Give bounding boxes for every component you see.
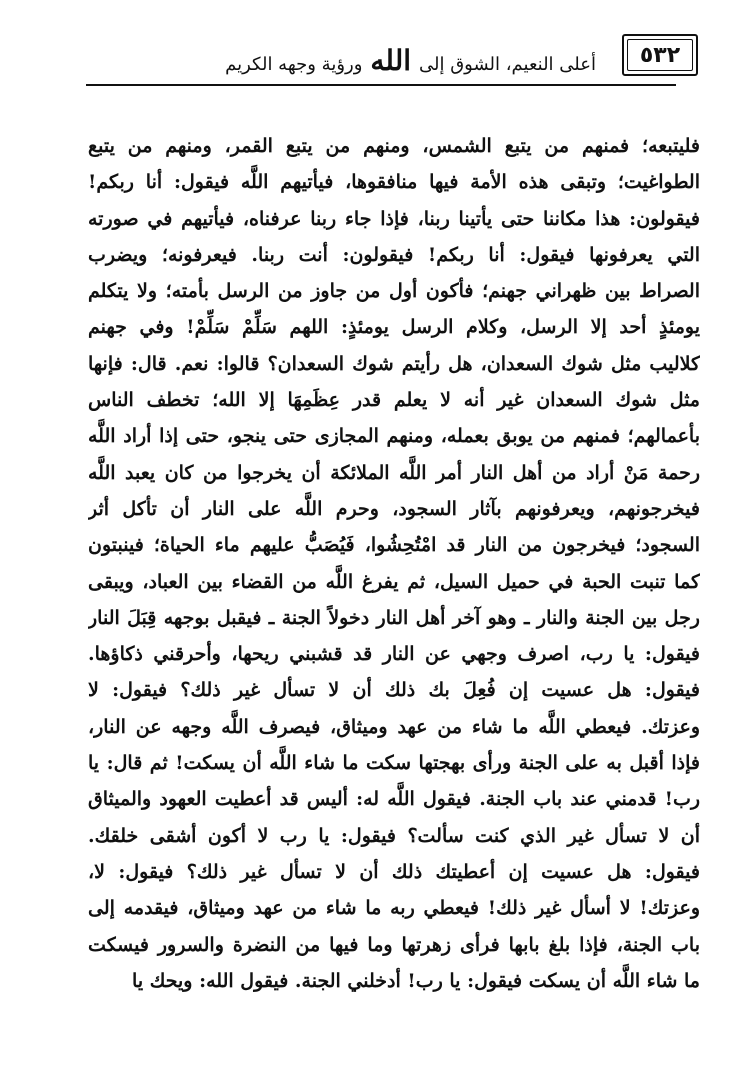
header-divider — [86, 84, 676, 86]
text-line: فإذا أقبل به على الجنة ورأى بهجتها سكت ما شاء اللَّه أن يسكت! ثم قال: يا — [88, 752, 700, 775]
text-line: الصراط بين ظهراني جهنم؛ فأكون أول من جاوز من الرسل بأمته؛ ولا يتكلم — [88, 280, 700, 303]
page-number-frame — [622, 34, 698, 76]
text-line: باب الجنة، فإذا بلغ بابها فرأى زهرتها وما فيها من النضرة والسرور فيسكت — [88, 933, 700, 956]
text-line: رب! قدمني عند باب الجنة. فيقول اللَّه له: أليس قد أعطيت العهود والميثاق — [88, 788, 700, 811]
text-line: مثل شوك السعدان غير أنه لا يعلم قدر عِظَمِهَا إلا الله؛ تخطف الناس — [88, 389, 700, 412]
page-number: ٥٣٢ — [639, 42, 681, 68]
text-line: فيخرجونهم، ويعرفونهم بآثار السجود، وحرم اللَّه على النار أن تأكل أثر — [88, 497, 700, 520]
page-header — [86, 30, 681, 86]
text-line: ما شاء اللَّه أن يسكت فيقول: يا رب! أدخلني الجنة. فيقول الله: ويحك يا — [132, 969, 700, 992]
text-line: كلاليب مثل شوك السعدان، هل رأيتم شوك السعدان؟ قالوا: نعم. قال: فإنها — [88, 352, 700, 375]
text-line: الطواغيت؛ وتبقى هذه الأمة فيها منافقوها، فيأتيهم اللَّه فيقول: أنا ربكم! — [88, 171, 700, 194]
text-line: أن لا تسأل غير الذي كنت سألت؟ فيقول: يا رب لا أكون أشقى خلقك. — [88, 824, 700, 847]
text-line: بأعمالهم؛ فمنهم من يوبق بعمله، ومنهم المجازى حتى ينجو، حتى إذا أراد اللَّه — [88, 425, 700, 448]
text-line: رجل بين الجنة والنار ـ وهو آخر أهل النار دخولاً الجنة ـ فيقبل بوجهه قِبَلَ النار — [88, 606, 700, 629]
text-line: فيقول: يا رب، اصرف وجهي عن النار قد قشبني ريحها، وأحرقني ذكاؤها. — [88, 643, 700, 666]
text-line: وعزتك. فيعطي اللَّه ما شاء من عهد وميثاق، فيصرف اللَّه وجهه عن النار، — [88, 715, 700, 738]
text-line: رحمة مَنْ أراد من أهل النار أمر اللَّه الملائكة أن يخرجوا من كان يعبد اللَّه — [88, 461, 700, 484]
allah-calligraphy: الله — [370, 44, 411, 77]
text-line: يومئذٍ أحد إلا الرسل، وكلام الرسل يومئذٍ: اللهم سَلِّمْ سَلِّمْ! وفي جهنم — [88, 316, 700, 339]
text-line: كما تنبت الحبة في حميل السيل، ثم يفرغ اللَّه من القضاء بين العباد، ويبقى — [88, 570, 700, 593]
text-line: فيقول: هل عسيت إن أعطيتك ذلك أن لا تسأل غير ذلك؟ فيقول: لا، — [88, 860, 700, 883]
text-line: فيقول: هل عسيت إن فُعِلَ بك ذلك أن لا تسأل غير ذلك؟ فيقول: لا — [88, 679, 700, 702]
text-line: السجود؛ فيخرجون من النار قد امْتُحِشُوا، فَيُصَبُّ عليهم ماء الحياة؛ فينبتون — [88, 534, 700, 557]
body-text — [88, 128, 700, 999]
running-title-part-2: ورؤية وجهه الكريم — [225, 54, 363, 75]
text-line: فليتبعه؛ فمنهم من يتبع الشمس، ومنهم من يتبع القمر، ومنهم من يتبع — [88, 135, 700, 157]
text-line: التي يعرفونها فيقول: أنا ربكم! فيقولون: أنت ربنا. فيعرفونه؛ ويضرب — [88, 243, 700, 266]
running-title-part-1: أعلى النعيم، الشوق إلى — [419, 54, 596, 75]
running-title — [225, 44, 596, 77]
text-line: فيقولون: هذا مكاننا حتى يأتينا ربنا، فإذا جاء ربنا عرفناه، فيأتيهم في صورته — [88, 207, 700, 230]
text-line: وعزتك! لا أسأل غير ذلك! فيعطي ربه ما شاء من عهد وميثاق، فيقدمه إلى — [88, 897, 700, 920]
